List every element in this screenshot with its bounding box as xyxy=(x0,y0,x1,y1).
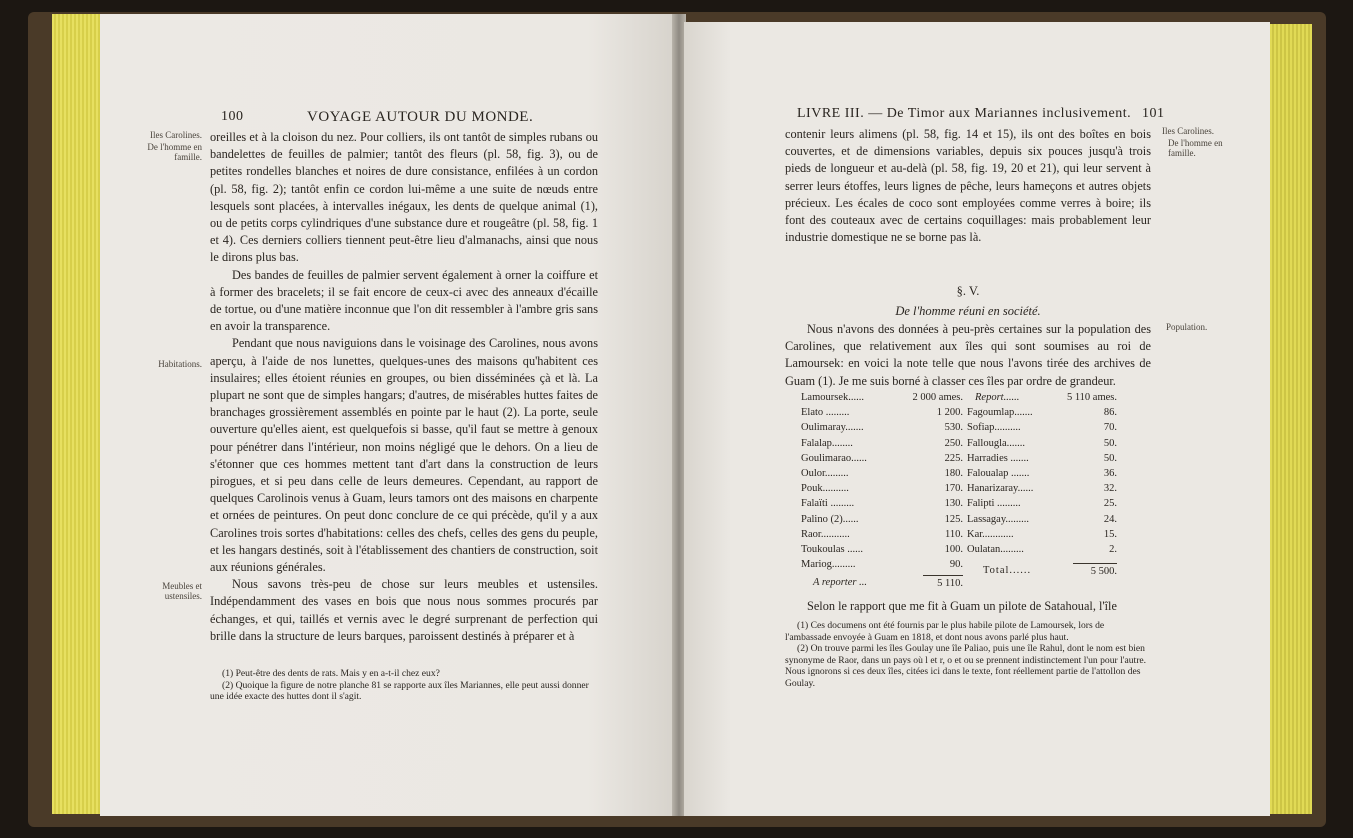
margin-note-meubles: Meubles et ustensiles. xyxy=(162,581,202,601)
margin-note-iles-carolines: Iles Carolines. xyxy=(150,130,202,140)
right-paragraph-2: Nous n'avons des données à peu-près certaines sur la population des Carolines, que relativement aux îles qui sont soumises au roi de Lamoursek: en voici la note telle que nous l'avons tirée des archives de Guam (1). Je me suis borné à classer ces îles par ordre de grandeur. xyxy=(785,322,1151,388)
left-page xyxy=(100,14,674,816)
section-number: §. V. xyxy=(956,284,980,298)
right-running-head: LIVRE III. — De Timor aux Mariannes inclusivement. xyxy=(797,106,1132,121)
left-page-number: 100 xyxy=(221,109,244,124)
left-running-head: VOYAGE AUTOUR DU MONDE. xyxy=(307,109,534,125)
population-table-left xyxy=(801,390,963,592)
right-page-number: 101 xyxy=(1142,106,1165,121)
page-edges-left xyxy=(52,14,100,814)
right-page xyxy=(684,22,1270,816)
right-paragraph-1: contenir leurs alimens (pl. 58, fig. 14 et 15), ils ont des boîtes en bois couvertes, et de dimensions variables, depuis six pouces jusqu'à trois pieds de longueur et au-delà (pl. 58, fig. 19, 20 et 21), qui leur servent à serrer leurs étoffes, leurs lignes de pêche, leurs hameçons et autres objets précieux. Les écales de coco sont employées comme verres à boire; ils font des couteaux avec de certains coquillages: mais probablement leur industrie domestique ne se borne pas là. xyxy=(785,127,1151,245)
left-body xyxy=(210,129,598,645)
right-margin-note-iles-carolines: Iles Carolines. xyxy=(1162,126,1214,136)
left-paragraph-4: Nous savons très-peu de chose sur leurs meubles et ustensiles. Indépendamment des vases en bois que nous nous sommes procurés par échanges, et qui, taillés et vernis avec le degré surprenant de perfection qui brille dans la structure de leurs barques, paroissent destinés à préparer et à xyxy=(210,577,598,643)
table-row: Fallougla....... 50. xyxy=(967,437,1117,449)
right-body-population xyxy=(785,321,1151,390)
right-body-bottom xyxy=(785,598,1151,615)
margin-note-homme-famille: De l'homme en famille. xyxy=(147,142,202,162)
left-footnote-1: (1) Peut-être des dents de rats. Mais y en a-t-il chez eux? xyxy=(222,668,440,679)
population-table-right xyxy=(967,390,1117,579)
page-edges-right xyxy=(1270,24,1312,814)
table-total-row: Total...... 5 500. xyxy=(967,563,1117,579)
table-row: Oulimaray....... 530. xyxy=(801,422,963,434)
table-row: Goulimarao...... 225. xyxy=(801,452,963,464)
table-row: Palino (2)...... 125. xyxy=(801,513,963,525)
right-paragraph-3: Selon le rapport que me fit à Guam un pilote de Satahoual, l'île xyxy=(807,599,1117,613)
table-row: Faloualap ....... 36. xyxy=(967,468,1117,480)
table-row: Oulatan......... 2. xyxy=(967,544,1117,556)
left-footnotes xyxy=(210,668,598,703)
right-margin-note-homme-famille: De l'homme en famille. xyxy=(1168,138,1223,158)
table-row: Oulor......... 180. xyxy=(801,468,963,480)
table-row: Harradies ....... 50. xyxy=(967,452,1117,464)
left-footnote-2: (2) Quoique la figure de notre planche 81 se rapporte aux îles Mariannes, elle peut aussi donner une idée exacte des huttes dont il s'agit. xyxy=(210,679,589,703)
right-footnotes xyxy=(785,620,1151,690)
table-total-row: A reporter ... 5 110. xyxy=(801,575,963,591)
right-margin-note-population: Population. xyxy=(1166,322,1208,332)
table-row: Hanarizaray...... 32. xyxy=(967,483,1117,495)
right-footnote-2: (2) On trouve parmi les îles Goulay une île Paliao, puis une île Rahul, dont le nom est bien synonyme de Raor, dans un pays où l et r, o et ou se prennent indistinctement l'un pour l'autre. Nous ignorons si ces deux îles, citées ici dans le texte, font réellement partie de l'attollon des Goulay. xyxy=(785,643,1147,689)
margin-note-habitations: Habitations. xyxy=(158,359,202,369)
table-row: Pouk.......... 170. xyxy=(801,483,963,495)
table-row: Elato ......... 1 200. xyxy=(801,407,963,419)
left-paragraph-3: Pendant que nous naviguions dans le voisinage des Carolines, nous avons aperçu, à l'aide de nos lunettes, quelques-unes des maisons qu'habitent ces insulaires; elles étoient réunies en groupes, ou bien disséminées çà et là. La plupart ne sont que de simples hangars; d'autres, de misérables huttes faites de branchages grossièrement assemblés en pointe par le haut (2). La porte, seule ouverture qu'elles aient, est quelquefois si basse, qu'il faut se mettre à genoux pour pénétrer dans l'intérieur, non moins négligé que le dehors. On a lieu de s'étonner que ces hommes mettent tant d'art dans la construction de leurs pirogues, et si peu dans celle de leurs demeures. Cependant, au rapport de quelques Carolinois venus à Guam, leurs tamors ont des maisons en charpente et ornées de peintures. On peut donc conclure de ce qui précède, qu'il y a aux Carolines trois sortes d'habitations: celles des chefs, celles des gens du peuple, et les hangars destinés, soit à l'établissement des chantiers de construction, soit aux réunions générales. xyxy=(210,336,598,575)
table-row: Raor........... 110. xyxy=(801,528,963,540)
table-row: Mariog......... 90. xyxy=(801,559,963,571)
table-row: Lassagay......... 24. xyxy=(967,513,1117,525)
table-row: Falaïti ......... 130. xyxy=(801,498,963,510)
table-row: Falalap........ 250. xyxy=(801,437,963,449)
left-paragraph-1: oreilles et à la cloison du nez. Pour colliers, ils ont tantôt de simples rubans ou bandelettes de feuilles de palmier; tantôt des fleurs (pl. 58, fig. 3), ou de petites rondelles blanches et noires de dure consistance, enfilées à un cordon (pl. 58, fig. 2); tantôt enfin ce cordon lui-même a une suite de nœuds entre lesquels sont placées, à intervalles inégaux, les dents de quelque animal (1), ou de petits corps cylindriques d'une substance dure et rougeâtre (pl. 58, fig. 1 et 4). Ces derniers colliers tiennent peut-être lieu d'almanachs, ainsi que nous le dirons plus bas. xyxy=(210,130,598,265)
table-row: Kar............ 15. xyxy=(967,528,1117,540)
table-row: Fagoumlap....... 86. xyxy=(967,407,1117,419)
table-row: Toukoulas ...... 100. xyxy=(801,544,963,556)
table-header-row: Report...... 5 110 ames. xyxy=(975,392,1117,403)
table-row: Lamoursek...... 2 000 ames. xyxy=(801,392,963,403)
right-body-top xyxy=(785,126,1151,246)
right-footnote-1: (1) Ces documens ont été fournis par le plus habile pilote de Lamoursek, lors de l'ambassade envoyée à Guam en 1818, et dont nous avons parlé plus haut. xyxy=(785,620,1105,643)
table-row: Sofiap.......... 70. xyxy=(967,422,1117,434)
table-row: Falipti ......... 25. xyxy=(967,498,1117,510)
left-paragraph-2: Des bandes de feuilles de palmier servent également à orner la coiffure et à former des bracelets; il se fait encore de ceux-ci avec des anneaux d'écaille de tortue, ou d'une matière inconnue que l'on dit ressembler à l'ambre gris sans en avoir la transparence. xyxy=(210,267,598,334)
section-title: De l'homme réuni en société. xyxy=(895,304,1041,318)
